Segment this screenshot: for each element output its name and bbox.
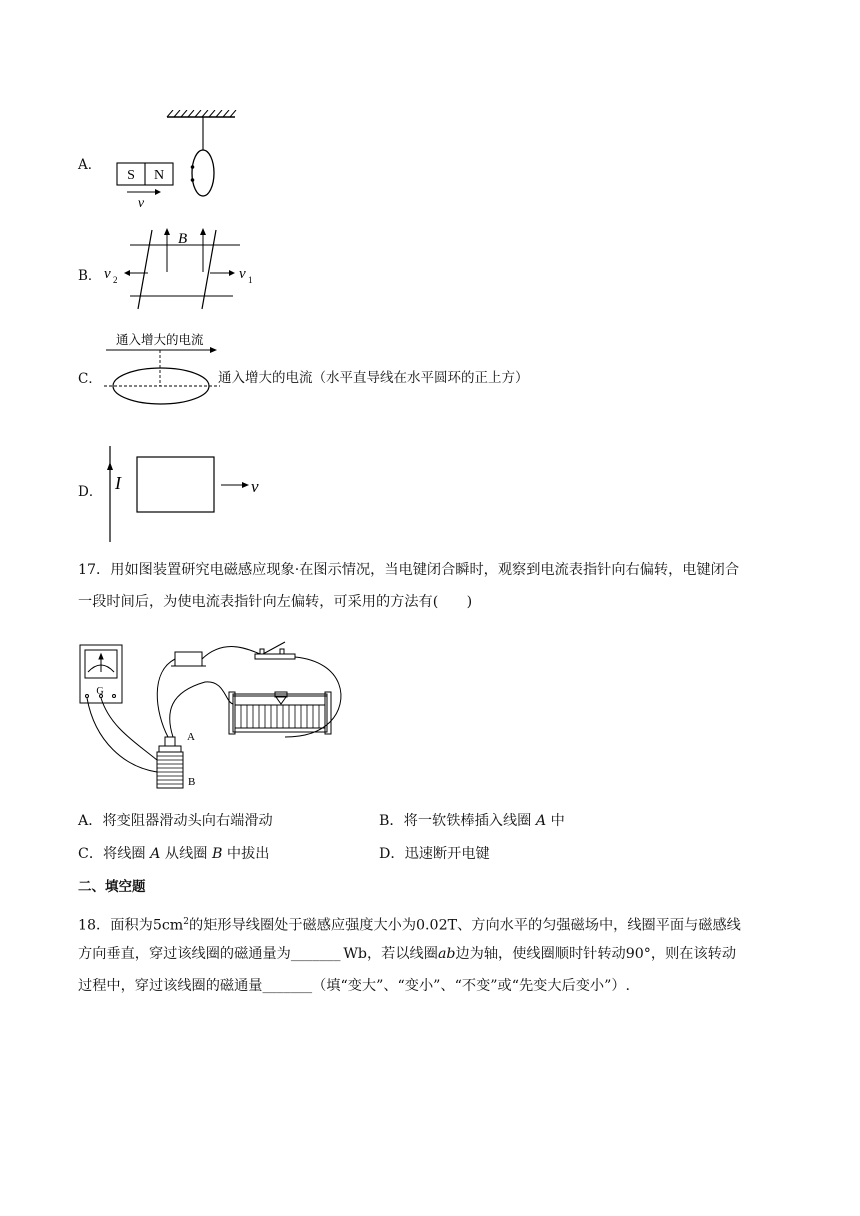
q17-option-a-label: A． (78, 813, 103, 829)
q17-option-b-text-post: 中 (546, 813, 565, 829)
v1-label: v (239, 266, 246, 282)
galvanometer-g-label: G (96, 686, 104, 697)
q18-angle: 90° (625, 946, 651, 962)
v1-subscript: 1 (248, 275, 253, 285)
q17-option-d-text: 迅速断开电键 (404, 846, 490, 862)
q17-option-d (379, 844, 490, 864)
figure-c-wire-ring (100, 330, 225, 410)
q17-option-c-text-pre: 将线圈 (103, 846, 151, 862)
q18-l2-b: Wb，若以线圈 (343, 946, 438, 962)
q18-blank-2: _______ (262, 978, 313, 994)
option-c-label: C． (78, 371, 102, 387)
q18-axis-var: ab (437, 946, 456, 962)
q17-option-d-label: D． (379, 846, 405, 862)
q18-l1-a: 面积为 (110, 917, 153, 934)
option-d-label: D． (78, 484, 103, 500)
section-title: 二、填空题 (78, 879, 146, 895)
q17-option-b-label: B． (379, 813, 404, 829)
figure-b-rails (100, 222, 270, 312)
magnet-s-pole: S (127, 168, 135, 183)
option-c-caption: 通入增大的电流（水平直导线在水平圆环的正上方） (218, 370, 529, 386)
q18-l1-c: 、方向水平的匀强磁场中，线圈平面与磁感线 (457, 917, 741, 934)
velocity-v-label: v (251, 477, 259, 496)
q18-area-value: 5cm (152, 917, 184, 934)
velocity-label: v (137, 196, 145, 211)
q18-blank-1: _______ (290, 946, 341, 962)
q17-line1 (78, 560, 739, 580)
q17-option-b-var: A (535, 813, 547, 829)
q17-option-c-text-post: 中拔出 (222, 846, 270, 862)
q18-line2 (78, 944, 736, 964)
option-a-label: A． (78, 157, 102, 173)
option-b-label: B． (78, 268, 102, 284)
figure-a-magnet-ring (105, 110, 245, 215)
field-b-label: B (178, 231, 188, 247)
v2-subscript: 2 (113, 275, 118, 285)
q18-l2-c: 边为轴，使线圈顺时针转动 (455, 946, 626, 962)
q17-option-a (78, 811, 273, 831)
q17-option-c-text-mid: 从线圈 (160, 846, 212, 862)
q18-line1 (78, 912, 741, 936)
magnet-n-pole: N (153, 168, 165, 183)
q17-text-2: 一段时间后，为使电流表指针向左偏转，可采用的方法有( ) (78, 594, 473, 610)
q17-option-b-text-pre: 将一软铁棒插入线圈 (403, 813, 536, 829)
q18-area-sup: 2 (183, 917, 189, 927)
figure-q17-apparatus (75, 632, 355, 794)
figure-d-wire-frame (100, 440, 270, 545)
q18-l3-b: （填“变大”、“变小”、“不变”或“先变大后变小”）. (312, 978, 631, 994)
q17-option-b (379, 811, 565, 831)
q18-line3 (78, 976, 630, 996)
q17-option-c (78, 844, 269, 864)
q18-l3-a: 过程中，穿过该线圈的磁通量 (78, 978, 263, 994)
q17-text-1: 用如图装置研究电磁感应现象·在图示情况，当电键闭合瞬时，观察到电流表指针向右偏转，电键闭合 (110, 562, 740, 578)
q18-number: 18． (78, 917, 111, 934)
q18-l2-d: ，则在该转动 (650, 946, 737, 962)
q18-field-value: 0.02T (416, 917, 458, 934)
q17-option-c-label: C． (78, 846, 104, 862)
q17-option-a-text: 将变阻器滑动头向右端滑动 (102, 813, 273, 829)
q17-option-c-var-a: A (150, 846, 161, 862)
current-i-label: I (115, 473, 121, 493)
coil-a-label: A (187, 731, 195, 743)
q18-l2-a: 方向垂直，穿过该线圈的磁通量为 (78, 946, 291, 962)
q18-l1-b: 的矩形导线圈处于磁感应强度大小为 (189, 917, 417, 934)
v2-label: v (104, 266, 111, 282)
q17-number: 17． (78, 562, 111, 578)
coil-b-label: B (188, 776, 196, 788)
q17-option-c-var-b: B (211, 846, 223, 862)
wire-current-label: 通入增大的电流 (116, 333, 204, 347)
